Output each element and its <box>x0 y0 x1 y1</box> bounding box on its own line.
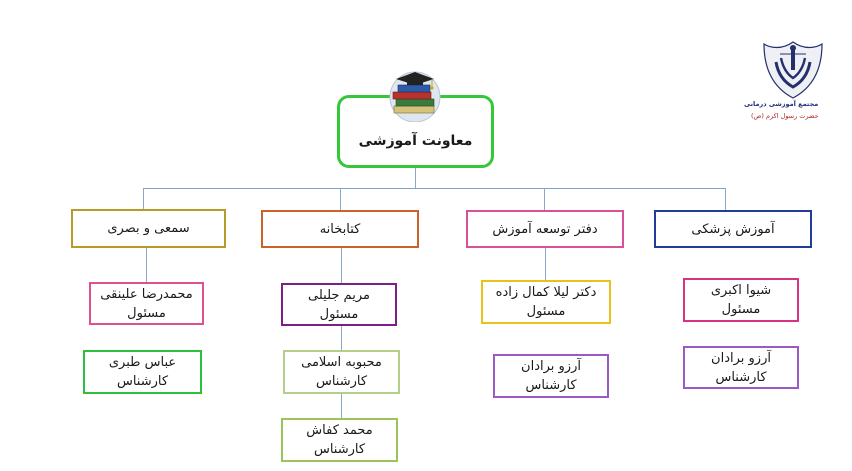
staff-name: مریم جلیلی <box>308 287 370 303</box>
department-development-label: دفتر توسعه آموزش <box>492 221 598 237</box>
staff-medical-2 <box>683 346 799 389</box>
department-medical <box>654 210 812 248</box>
department-library-label: کتابخانه <box>319 221 361 237</box>
organization-logo <box>744 40 830 126</box>
department-library <box>261 210 419 248</box>
staff-name: آرزو برادان <box>711 350 771 366</box>
staff-audiovisual-1 <box>89 282 204 325</box>
staff-audiovisual-2 <box>83 350 202 394</box>
connector-audiovisual-staff <box>146 248 147 282</box>
staff-development-1 <box>481 280 611 324</box>
department-development <box>466 210 624 248</box>
staff-name: دکتر لیلا کمال زاده <box>495 285 597 300</box>
staff-role: مسئول <box>721 302 761 317</box>
department-audiovisual <box>71 209 226 248</box>
connector-development <box>544 188 545 210</box>
horizontal-connector <box>143 188 725 189</box>
staff-medical-1 <box>683 278 799 322</box>
staff-name: محبوبه اسلامی <box>301 355 382 370</box>
staff-name: محمد کفاش <box>306 423 373 438</box>
staff-library-2 <box>283 350 400 394</box>
department-audiovisual-label: سمعی و بصری <box>107 221 190 236</box>
staff-role: کارشناس <box>525 378 577 393</box>
staff-library-3 <box>281 418 398 462</box>
staff-role: مسئول <box>526 304 566 319</box>
staff-library-1 <box>281 283 397 326</box>
staff-role: کارشناس <box>116 374 169 389</box>
staff-name: شیوا اکبری <box>710 283 772 298</box>
department-medical-label: آموزش پزشکی <box>691 221 775 237</box>
staff-role: کارشناس <box>715 369 767 385</box>
staff-name: محمدرضا علینقی <box>100 286 193 302</box>
staff-role: کارشناس <box>313 442 366 457</box>
connector-audiovisual <box>143 188 144 209</box>
books-graduation-cap-icon <box>386 70 444 122</box>
emblem-icon <box>756 40 830 102</box>
staff-role: مسئول <box>127 305 166 321</box>
logo-caption-line1: مجتمع آموزشی درمانی <box>744 100 819 108</box>
staff-role: مسئول <box>319 306 359 322</box>
connector-medical <box>725 188 726 210</box>
root-connector <box>415 168 416 188</box>
logo-caption-line2: حضرت رسول اکرم (ص) <box>751 112 819 120</box>
connector-development-staff <box>545 248 546 280</box>
connector-library <box>340 188 341 210</box>
staff-name: آرزو برادان <box>521 359 581 374</box>
root-title: معاونت آموزشی <box>358 133 473 149</box>
staff-name: عباس طبری <box>108 355 177 370</box>
staff-role: کارشناس <box>315 374 368 389</box>
staff-development-2 <box>493 354 609 398</box>
